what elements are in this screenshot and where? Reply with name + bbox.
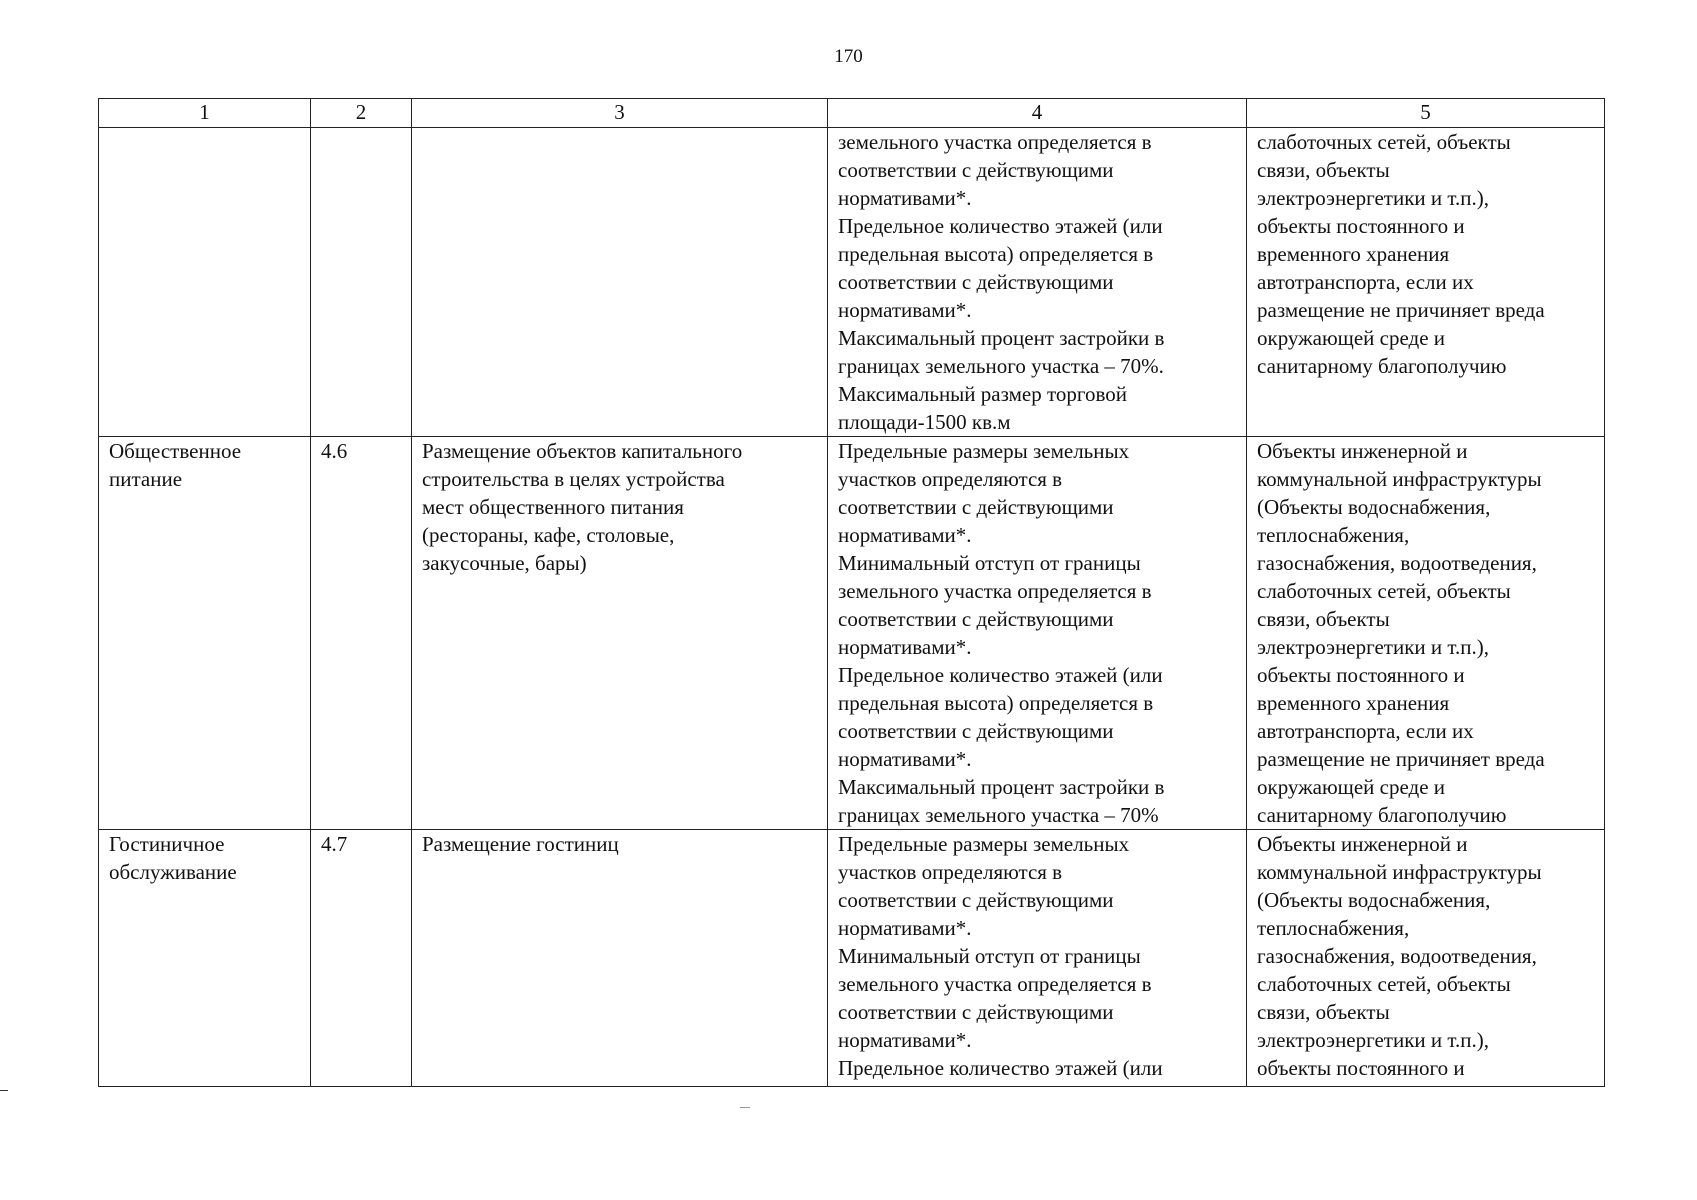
table-row xyxy=(99,437,1605,830)
cell-text-line: мест общественного питания xyxy=(422,495,684,519)
cell-text-line: нормативами*. xyxy=(838,298,972,322)
cell-text-line: Минимальный отступ от границы xyxy=(838,551,1141,575)
cell-text-line: земельного участка определяется в xyxy=(838,579,1152,603)
cell-text-line: (Объекты водоснабжения, xyxy=(1257,495,1491,519)
cell-text-line: предельная высота) определяется в xyxy=(838,691,1154,715)
cell-text-line: соответствии с действующими xyxy=(838,607,1114,631)
use-name-cell xyxy=(99,437,311,830)
cell-text-line: объекты постоянного и xyxy=(1257,214,1465,238)
cell-text-line: нормативами*. xyxy=(838,916,972,940)
cell-text-line: коммунальной инфраструктуры xyxy=(1257,860,1542,884)
cell-text-line: Минимальный отступ от границы xyxy=(838,944,1141,968)
use-code-cell xyxy=(311,830,412,1087)
page-number: 170 xyxy=(834,46,863,67)
cell-text-line: нормативами*. xyxy=(838,747,972,771)
cell-text-line: соответствии с действующими xyxy=(838,158,1114,182)
cell-text-line: Предельные размеры земельных xyxy=(838,439,1130,463)
cell-text-line: Максимальный размер торговой xyxy=(838,382,1127,406)
parameters-cell xyxy=(828,437,1247,830)
cell-text-line: слаботочных сетей, объекты xyxy=(1257,972,1511,996)
parameters-cell xyxy=(828,830,1247,1087)
column-header-2: 2 xyxy=(311,99,412,128)
cell-text-line: Максимальный процент застройки в xyxy=(838,326,1165,350)
cell-text-line: слаботочных сетей, объекты xyxy=(1257,579,1511,603)
cell-text-line: нормативами*. xyxy=(838,635,972,659)
cell-text-line: Объекты инженерной и xyxy=(1257,832,1468,856)
cell-text-line: Максимальный процент застройки в xyxy=(838,775,1165,799)
cell-text-line: соответствии с действующими xyxy=(838,495,1114,519)
cell-text-line: связи, объекты xyxy=(1257,607,1390,631)
auxiliary-uses-cell xyxy=(1247,128,1605,437)
use-description-cell xyxy=(412,128,828,437)
parameters-cell xyxy=(828,128,1247,437)
cell-text-line: Общественное xyxy=(109,439,242,463)
cell-text-line: объекты постоянного и xyxy=(1257,663,1465,687)
cell-text-line: предельная высота) определяется в xyxy=(838,242,1154,266)
use-name-cell xyxy=(99,128,311,437)
cell-text-line: (Объекты водоснабжения, xyxy=(1257,888,1491,912)
cell-text-line: земельного участка определяется в xyxy=(838,972,1152,996)
scan-speck xyxy=(740,1107,750,1108)
cell-text-line: связи, объекты xyxy=(1257,1000,1390,1024)
cell-text-line: нормативами*. xyxy=(838,523,972,547)
cell-text-line: границах земельного участка – 70%. xyxy=(838,354,1164,378)
cell-text-line: Предельное количество этажей (или xyxy=(838,663,1163,687)
cell-text-line: площади-1500 кв.м xyxy=(838,410,1011,434)
column-header-4: 4 xyxy=(828,99,1247,128)
cell-text-line: Размещение гостиниц xyxy=(422,832,619,856)
cell-text-line: автотранспорта, если их xyxy=(1257,719,1474,743)
cell-text-line: газоснабжения, водоотведения, xyxy=(1257,551,1537,575)
auxiliary-uses-cell xyxy=(1247,437,1605,830)
use-name-cell xyxy=(99,830,311,1087)
cell-text-line: временного хранения xyxy=(1257,691,1450,715)
cell-text-line: участков определяются в xyxy=(838,860,1063,884)
cell-text-line: объекты постоянного и xyxy=(1257,1056,1465,1080)
table-row xyxy=(99,830,1605,1087)
cell-text-line: Предельные размеры земельных xyxy=(838,832,1130,856)
table-row xyxy=(99,128,1605,437)
cell-text-line: границах земельного участка – 70% xyxy=(838,803,1159,827)
use-code-cell xyxy=(311,128,412,437)
cell-text-line: размещение не причиняет вреда xyxy=(1257,747,1545,771)
cell-text-line: 4.6 xyxy=(321,439,348,463)
cell-text-line: размещение не причиняет вреда xyxy=(1257,298,1545,322)
use-description-cell xyxy=(412,437,828,830)
cell-text-line: нормативами*. xyxy=(838,186,972,210)
cell-text-line: теплоснабжения, xyxy=(1257,523,1410,547)
cell-text-line: санитарному благополучию xyxy=(1257,354,1507,378)
cell-text-line: теплоснабжения, xyxy=(1257,916,1410,940)
cell-text-line: коммунальной инфраструктуры xyxy=(1257,467,1542,491)
margin-mark xyxy=(0,1090,8,1091)
cell-text-line: газоснабжения, водоотведения, xyxy=(1257,944,1537,968)
cell-text-line: участков определяются в xyxy=(838,467,1063,491)
cell-text-line: Размещение объектов капитального xyxy=(422,439,743,463)
cell-text-line: земельного участка определяется в xyxy=(838,130,1152,154)
cell-text-line: соответствии с действующими xyxy=(838,1000,1114,1024)
cell-text-line: электроэнергетики и т.п.), xyxy=(1257,635,1489,659)
cell-text-line: обслуживание xyxy=(109,860,237,884)
cell-text-line: 4.7 xyxy=(321,832,348,856)
cell-text-line: питание xyxy=(109,467,183,491)
cell-text-line: временного хранения xyxy=(1257,242,1450,266)
cell-text-line: Гостиничное xyxy=(109,832,225,856)
cell-text-line: слаботочных сетей, объекты xyxy=(1257,130,1511,154)
cell-text-line: соответствии с действующими xyxy=(838,719,1114,743)
cell-text-line: нормативами*. xyxy=(838,1028,972,1052)
cell-text-line: электроэнергетики и т.п.), xyxy=(1257,186,1489,210)
cell-text-line: Предельное количество этажей (или xyxy=(838,1056,1163,1080)
cell-text-line: Предельное количество этажей (или xyxy=(838,214,1163,238)
use-description-cell xyxy=(412,830,828,1087)
land-use-table xyxy=(98,98,1605,1087)
cell-text-line: строительства в целях устройства xyxy=(422,467,725,491)
cell-text-line: соответствии с действующими xyxy=(838,270,1114,294)
cell-text-line: автотранспорта, если их xyxy=(1257,270,1474,294)
cell-text-line: (рестораны, кафе, столовые, xyxy=(422,523,675,547)
cell-text-line: санитарному благополучию xyxy=(1257,803,1507,827)
table-header-row xyxy=(99,99,1605,128)
column-header-1: 1 xyxy=(99,99,311,128)
auxiliary-uses-cell xyxy=(1247,830,1605,1087)
cell-text-line: Объекты инженерной и xyxy=(1257,439,1468,463)
cell-text-line: закусочные, бары) xyxy=(422,551,587,575)
cell-text-line: электроэнергетики и т.п.), xyxy=(1257,1028,1489,1052)
use-code-cell xyxy=(311,437,412,830)
cell-text-line: окружающей среде и xyxy=(1257,775,1446,799)
column-header-3: 3 xyxy=(412,99,828,128)
cell-text-line: связи, объекты xyxy=(1257,158,1390,182)
cell-text-line: окружающей среде и xyxy=(1257,326,1446,350)
cell-text-line: соответствии с действующими xyxy=(838,888,1114,912)
column-header-5: 5 xyxy=(1247,99,1605,128)
